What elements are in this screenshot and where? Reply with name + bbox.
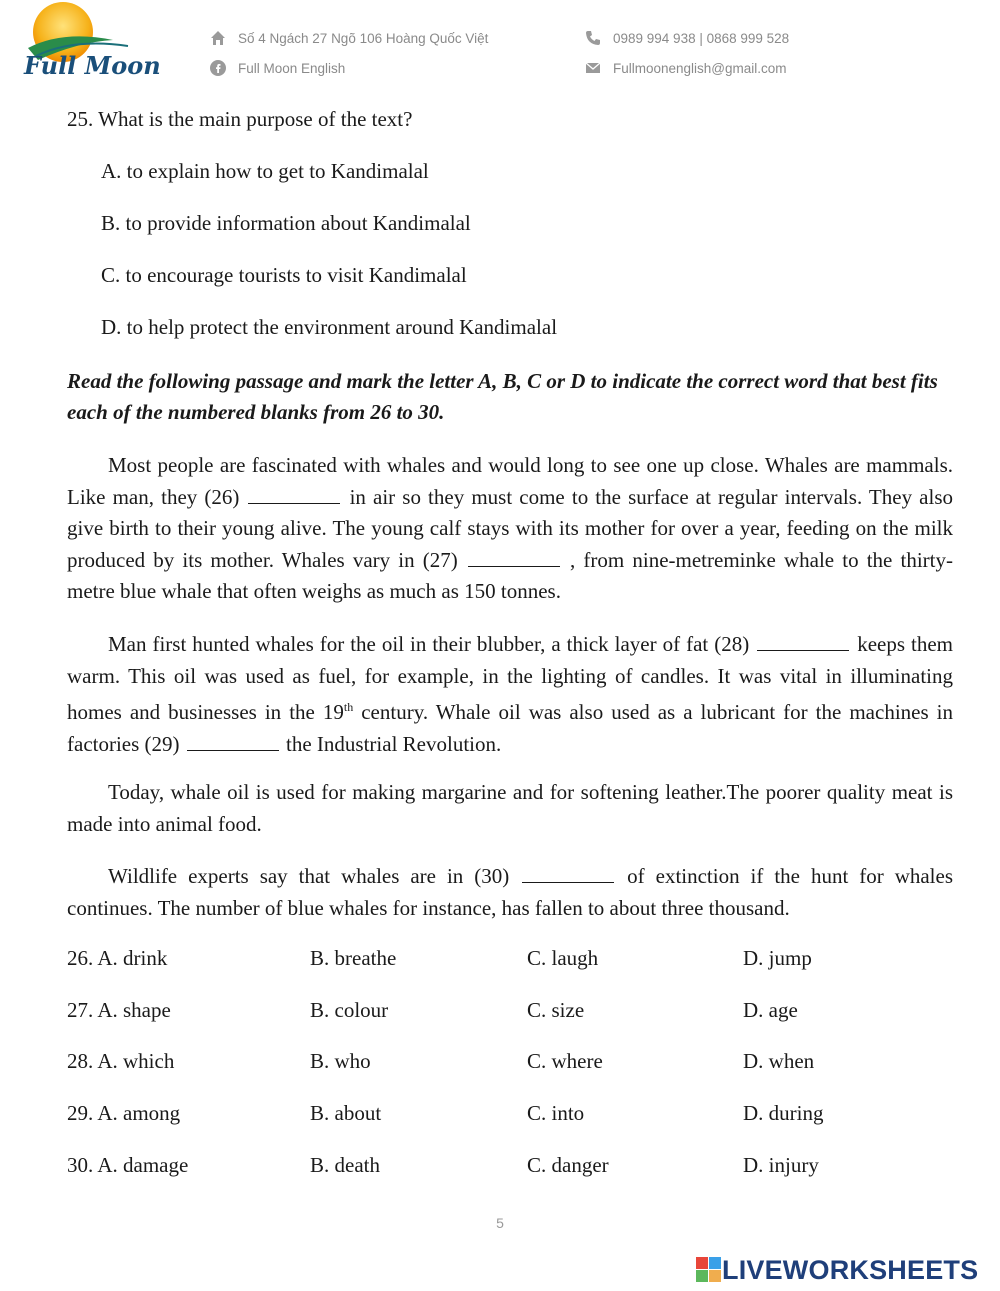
answer-26-b[interactable]: B. breathe <box>310 946 397 970</box>
passage-text: Wildlife experts say that whales are in (30) <box>108 864 510 888</box>
answer-30-d[interactable]: D. injury <box>743 1153 819 1177</box>
passage-text: Most people are fascinated with whales and would long to see one up close. Whales are mammals. Like man, they (26) <box>67 453 953 509</box>
answer-30-a[interactable]: 30. A. damage <box>67 1153 189 1177</box>
passage-text: century. Whale oil was also used as a lubricant for the machines in factories (29) <box>67 700 953 756</box>
header-phone <box>585 30 789 46</box>
blank-30[interactable] <box>522 868 614 883</box>
answer-row-30 <box>67 1153 967 1183</box>
blank-29[interactable] <box>187 736 279 751</box>
answer-28-b[interactable]: B. who <box>310 1049 371 1073</box>
answer-row-29 <box>67 1101 967 1131</box>
question-25-option-d: D. to help protect the environment around Kandimalal <box>101 315 558 339</box>
answer-row-28 <box>67 1049 967 1079</box>
answer-27-c[interactable]: C. size <box>527 998 585 1022</box>
home-icon <box>210 30 226 46</box>
passage-paragraph-4 <box>67 861 953 924</box>
question-25-option-a: A. to explain how to get to Kandimalal <box>101 159 429 183</box>
question-25-stem: 25. What is the main purpose of the text? <box>67 107 413 131</box>
passage-text: keeps them warm. This oil was used as fuel, for example, in the lighting of candles. It was vital in illuminating homes and businesses in the 19 <box>67 632 954 724</box>
passage-text: Man first hunted whales for the oil in their blubber, a thick layer of fat (28) <box>108 632 750 656</box>
answer-27-d[interactable]: D. age <box>743 998 798 1022</box>
blank-28[interactable] <box>757 636 849 651</box>
facebook-icon <box>210 60 226 76</box>
answer-row-26 <box>67 946 967 976</box>
answer-29-d[interactable]: D. during <box>743 1101 824 1125</box>
answer-29-c[interactable]: C. into <box>527 1101 585 1125</box>
watermark-text: LIVEWORKSHEETS <box>722 1254 979 1285</box>
header-facebook <box>210 60 345 76</box>
instruction: Read the following passage and mark the letter A, B, C or D to indicate the correct word that best fits each of the numbered blanks from 26 to 30. <box>67 369 938 424</box>
phone-icon <box>585 30 601 46</box>
mail-icon <box>585 60 601 76</box>
page-number: 5 <box>496 1215 504 1231</box>
phone-text: 0989 994 938 | 0868 999 528 <box>613 30 790 46</box>
answer-27-b[interactable]: B. colour <box>310 998 389 1022</box>
answer-row-27 <box>67 998 967 1028</box>
answer-29-b[interactable]: B. about <box>310 1101 382 1125</box>
question-25-option-c: C. to encourage tourists to visit Kandimalal <box>101 263 467 287</box>
answer-30-c[interactable]: C. danger <box>527 1153 609 1177</box>
answer-28-c[interactable]: C. where <box>527 1049 603 1073</box>
answer-26-c[interactable]: C. laugh <box>527 946 599 970</box>
answer-26-a[interactable]: 26. A. drink <box>67 946 168 970</box>
passage-paragraph-3: Today, whale oil is used for making margarine and for softening leather.The poorer quality meat is made into animal food. <box>67 780 953 836</box>
passage-text: in air so they must come to the surface at regular intervals. They also give birth to their young alive. The young calf stays with its mother for over a year, feeding on the milk produced by its mother. Whales vary in (27) <box>67 484 954 572</box>
answer-27-a[interactable]: 27. A. shape <box>67 998 171 1022</box>
header-email <box>585 60 787 76</box>
answer-28-a[interactable]: 28. A. which <box>67 1049 175 1073</box>
header-address <box>210 30 488 46</box>
address-text: Số 4 Ngách 27 Ngõ 106 Hoàng Quốc Việt <box>238 30 489 46</box>
blank-27[interactable] <box>468 552 560 567</box>
answer-28-d[interactable]: D. when <box>743 1049 815 1073</box>
passage-text: the Industrial Revolution. <box>286 731 502 756</box>
answer-26-d[interactable]: D. jump <box>743 946 812 970</box>
answer-30-b[interactable]: B. death <box>310 1153 380 1177</box>
passage-paragraph-2 <box>67 629 953 760</box>
liveworksheets-watermark <box>696 1254 978 1286</box>
passage-text: of extinction if the hunt for whales continues. The number of blue whales for instance, has fallen to about three thousand. <box>67 864 954 920</box>
liveworksheets-logo-icon <box>696 1257 722 1283</box>
blank-26[interactable] <box>248 489 340 504</box>
logo-text: Full Moon <box>24 51 161 80</box>
superscript: th <box>343 700 354 714</box>
email-text: Fullmoonenglish@gmail.com <box>613 60 787 76</box>
answer-29-a[interactable]: 29. A. among <box>67 1101 181 1125</box>
question-25-option-b: B. to provide information about Kandimalal <box>101 211 471 235</box>
full-moon-logo <box>18 0 168 86</box>
passage-paragraph-1 <box>67 450 953 608</box>
facebook-text: Full Moon English <box>238 60 346 76</box>
passage-text: , from nine-metreminke whale to the thirty-metre blue whale that often weighs as much as 150 tonnes. <box>67 547 953 603</box>
